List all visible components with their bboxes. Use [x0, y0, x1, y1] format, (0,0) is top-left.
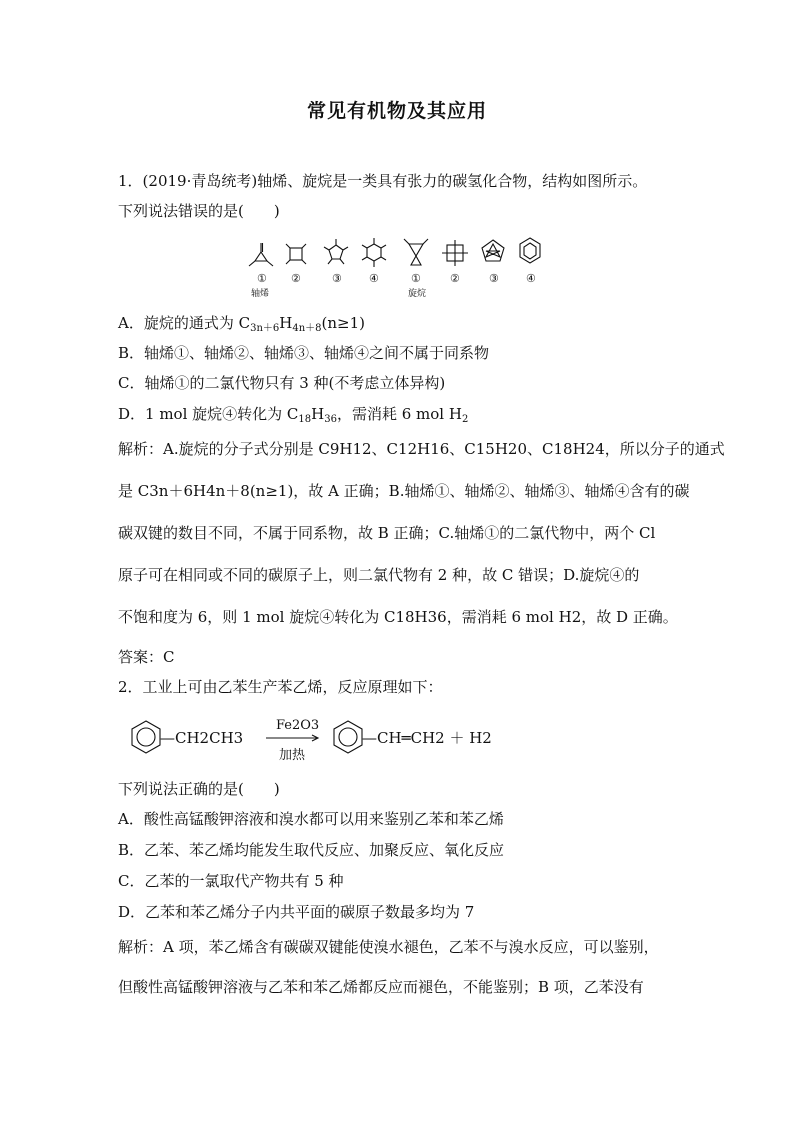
spiroalkane-3-structure	[482, 240, 504, 261]
q1-structure-figure	[246, 230, 556, 300]
fig-label-4: ④	[369, 272, 379, 285]
spiroalkane-2-structure	[442, 240, 468, 266]
q1-option-b: B．轴烯①、轴烯②、轴烯③、轴烯④之间不属于同系物	[118, 344, 490, 362]
axial-ene-3-structure	[324, 239, 348, 264]
q1-stem-line2: 下列说法错误的是( )	[118, 202, 280, 220]
spiroalkane-4-structure	[520, 238, 540, 263]
q1-option-c: C．轴烯①的二氯代物只有 3 种(不考虑立体异构)	[118, 374, 446, 392]
q2-analysis-line2: 但酸性高锰酸钾溶液与乙苯和苯乙烯都反应而褪色，不能鉴别；B 项，乙苯没有	[118, 978, 644, 996]
q1-option-d: D．1 mol 旋烷④转化为 $C_{18}H_{36}$，需消耗 6 mol $H_2$	[118, 405, 469, 425]
q2-stem-line1: 2．工业上可由乙苯生产苯乙烯，反应原理如下：	[118, 678, 443, 696]
q1-option-a: A．旋烷的通式为 $C_{3n+6}H_{4n+8}(n\ge 1)$	[118, 314, 366, 334]
q1-analysis-line5: 不饱和度为 6，则 1 mol 旋烷④转化为 C18H36，需消耗 6 mol H2，故 D 正确。	[118, 608, 678, 626]
q2-stem-line2: 下列说法正确的是( )	[118, 780, 280, 798]
benzene-ring-product	[334, 721, 362, 753]
fig-label-5: ①	[411, 272, 421, 285]
condition-label: 加热	[279, 748, 306, 763]
fig-caption-axial-ene: 轴烯	[251, 289, 270, 299]
q1-analysis-line2: 是 C3n＋6H4n＋8(n≥1)，故 A 正确；B.轴烯①、轴烯②、轴烯③、轴烯④含有的碳	[118, 482, 690, 500]
q2-option-a: A．酸性高锰酸钾溶液和溴水都可以用来鉴别乙苯和苯乙烯	[118, 810, 504, 828]
q2-option-d: D．乙苯和苯乙烯分子内共平面的碳原子数最多均为 7	[118, 903, 475, 921]
q2-analysis-line1: 解析：A 项，苯乙烯含有碳碳双键能使溴水褪色，乙苯不与溴水反应，可以鉴别，	[118, 938, 659, 956]
fig-label-6: ②	[450, 272, 460, 285]
fig-label-3: ③	[332, 272, 342, 285]
fig-label-1: ①	[257, 272, 267, 285]
q2-reaction-equation	[118, 705, 538, 765]
q1-stem-line1: 1．(2019·青岛统考)轴烯、旋烷是一类具有张力的碳氢化合物，结构如图所示。	[118, 172, 648, 190]
q1-answer: 答案：C	[118, 648, 175, 666]
q1-analysis-line1: 解析：A.旋烷的分子式分别是 C9H12、C12H16、C15H20、C18H24，所以分子的通式	[118, 440, 725, 458]
q1-analysis-line3: 碳双键的数目不同，不属于同系物，故 B 正确；C.轴烯①的二氯代物中，两个 Cl	[118, 524, 656, 542]
spiroalkane-1-structure	[404, 239, 428, 265]
q2-option-c: C．乙苯的一氯取代产物共有 5 种	[118, 872, 344, 890]
reaction-arrow	[266, 735, 318, 741]
catalyst-label: Fe2O3	[276, 718, 320, 733]
axial-ene-4-structure	[362, 238, 386, 267]
product-side-chain: —CH═CH2 ＋ H2	[362, 729, 492, 747]
reactant-side-chain: —CH2CH3	[160, 729, 244, 747]
axial-ene-1-structure	[249, 243, 273, 266]
q1-analysis-line4: 原子可在相同或不同的碳原子上，则二氯代物有 2 种，故 C 错误；D.旋烷④的	[118, 566, 640, 584]
axial-ene-2-structure	[286, 244, 306, 264]
fig-label-2: ②	[291, 272, 301, 285]
page-title: 常见有机物及其应用	[306, 100, 487, 122]
fig-label-8: ④	[526, 272, 536, 285]
q2-option-b: B．乙苯、苯乙烯均能发生取代反应、加聚反应、氧化反应	[118, 841, 505, 859]
fig-label-7: ③	[489, 272, 499, 285]
fig-caption-spiroalkane: 旋烷	[408, 289, 427, 299]
benzene-ring-reactant	[132, 721, 160, 753]
